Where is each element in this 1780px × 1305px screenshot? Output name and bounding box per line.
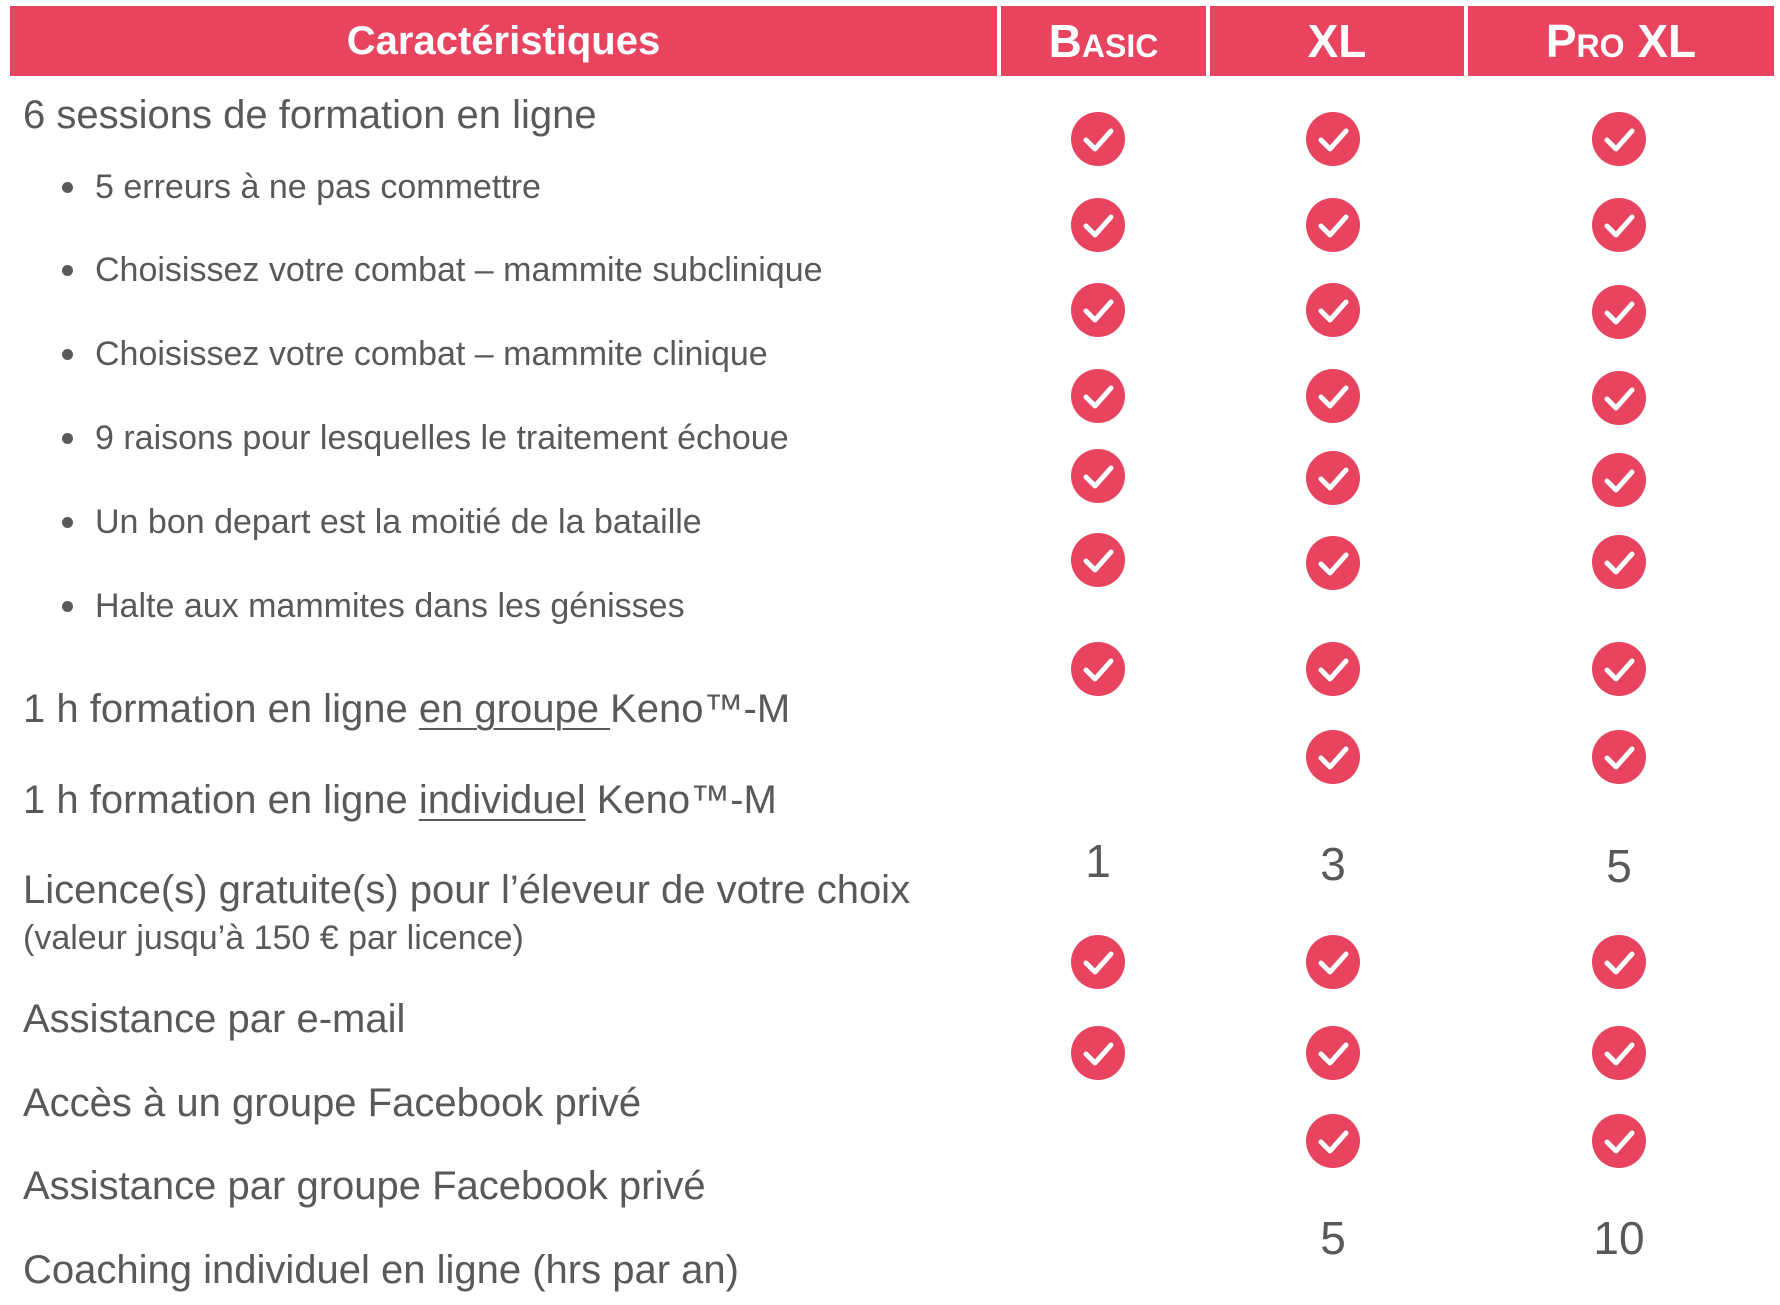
coaching-xl-value: 5 — [1320, 1212, 1346, 1264]
check-circle-icon — [1592, 112, 1646, 166]
group-training-prefix: 1 h formation en ligne — [23, 687, 419, 731]
check-circle-icon — [1306, 935, 1360, 989]
check-circle-icon — [1306, 369, 1360, 423]
check-circle-icon — [1592, 730, 1646, 784]
check-circle-icon — [1592, 285, 1646, 339]
header-xl: XL — [1210, 6, 1464, 76]
sub-item — [62, 418, 789, 458]
check-circle-icon — [1306, 283, 1360, 337]
bullet-icon — [62, 265, 73, 276]
check-circle-icon — [1306, 112, 1360, 166]
feature-sessions: 6 sessions de formation en ligne — [23, 93, 597, 137]
sub-item — [62, 586, 685, 626]
check-circle-icon — [1592, 1114, 1646, 1168]
sub-item-label: Choisissez votre combat – mammite clinique — [95, 335, 768, 373]
feature-group-training — [23, 686, 790, 732]
individual-training-prefix: 1 h formation en ligne — [23, 778, 419, 822]
check-circle-icon — [1071, 449, 1125, 503]
individual-training-suffix: Keno™-M — [585, 778, 777, 822]
feature-coaching: Coaching individuel en ligne (hrs par an) — [23, 1248, 739, 1292]
check-circle-icon — [1592, 198, 1646, 252]
sub-item-label: Choisissez votre combat – mammite subclinique — [95, 251, 823, 289]
check-circle-icon — [1071, 1026, 1125, 1080]
header-pro-xl: Pro XL — [1468, 6, 1774, 76]
check-circle-icon — [1306, 730, 1360, 784]
bullet-icon — [62, 517, 73, 528]
check-circle-icon — [1592, 371, 1646, 425]
check-circle-icon — [1071, 642, 1125, 696]
feature-individual-training — [23, 777, 777, 823]
individual-training-underlined: individuel — [418, 778, 586, 822]
check-circle-icon — [1592, 642, 1646, 696]
feature-email-support: Assistance par e-mail — [23, 997, 406, 1041]
sub-item — [62, 167, 541, 207]
check-circle-icon — [1592, 1026, 1646, 1080]
licences-xl-value: 3 — [1320, 838, 1346, 890]
check-circle-icon — [1592, 535, 1646, 589]
feature-facebook-support: Assistance par groupe Facebook privé — [23, 1164, 706, 1208]
bullet-icon — [62, 433, 73, 444]
check-circle-icon — [1592, 935, 1646, 989]
header-features: Caractéristiques — [10, 6, 997, 76]
sub-item — [62, 502, 702, 542]
feature-licences: Licence(s) gratuite(s) pour l’éleveur de votre choix — [23, 868, 911, 912]
bullet-icon — [62, 182, 73, 193]
check-circle-icon — [1306, 451, 1360, 505]
check-circle-icon — [1071, 112, 1125, 166]
check-circle-icon — [1592, 453, 1646, 507]
coaching-pro-xl-value: 10 — [1593, 1212, 1645, 1264]
check-circle-icon — [1071, 533, 1125, 587]
check-circle-icon — [1071, 935, 1125, 989]
sub-item-label: Un bon depart est la moitié de la bataille — [95, 503, 702, 541]
bullet-icon — [62, 349, 73, 360]
licences-basic-value: 1 — [1085, 835, 1111, 887]
check-circle-icon — [1306, 1114, 1360, 1168]
sub-item-label: 5 erreurs à ne pas commettre — [95, 168, 541, 206]
licences-pro-xl-value: 5 — [1606, 840, 1632, 892]
check-circle-icon — [1306, 198, 1360, 252]
check-circle-icon — [1306, 1026, 1360, 1080]
sub-item-label: 9 raisons pour lesquelles le traitement échoue — [95, 419, 789, 457]
bullet-icon — [62, 601, 73, 612]
header-basic: Basic — [1001, 6, 1206, 76]
licences-note: (valeur jusqu’à 150 € par licence) — [23, 919, 524, 957]
check-circle-icon — [1071, 283, 1125, 337]
check-circle-icon — [1071, 198, 1125, 252]
check-circle-icon — [1306, 536, 1360, 590]
group-training-underlined: en groupe — [418, 687, 611, 731]
sub-item-label: Halte aux mammites dans les génisses — [95, 587, 685, 625]
sub-item — [62, 250, 823, 290]
feature-facebook-access: Accès à un groupe Facebook privé — [23, 1081, 642, 1125]
sub-item — [62, 334, 768, 374]
check-circle-icon — [1071, 369, 1125, 423]
group-training-suffix: Keno™-M — [610, 687, 791, 731]
check-circle-icon — [1306, 642, 1360, 696]
